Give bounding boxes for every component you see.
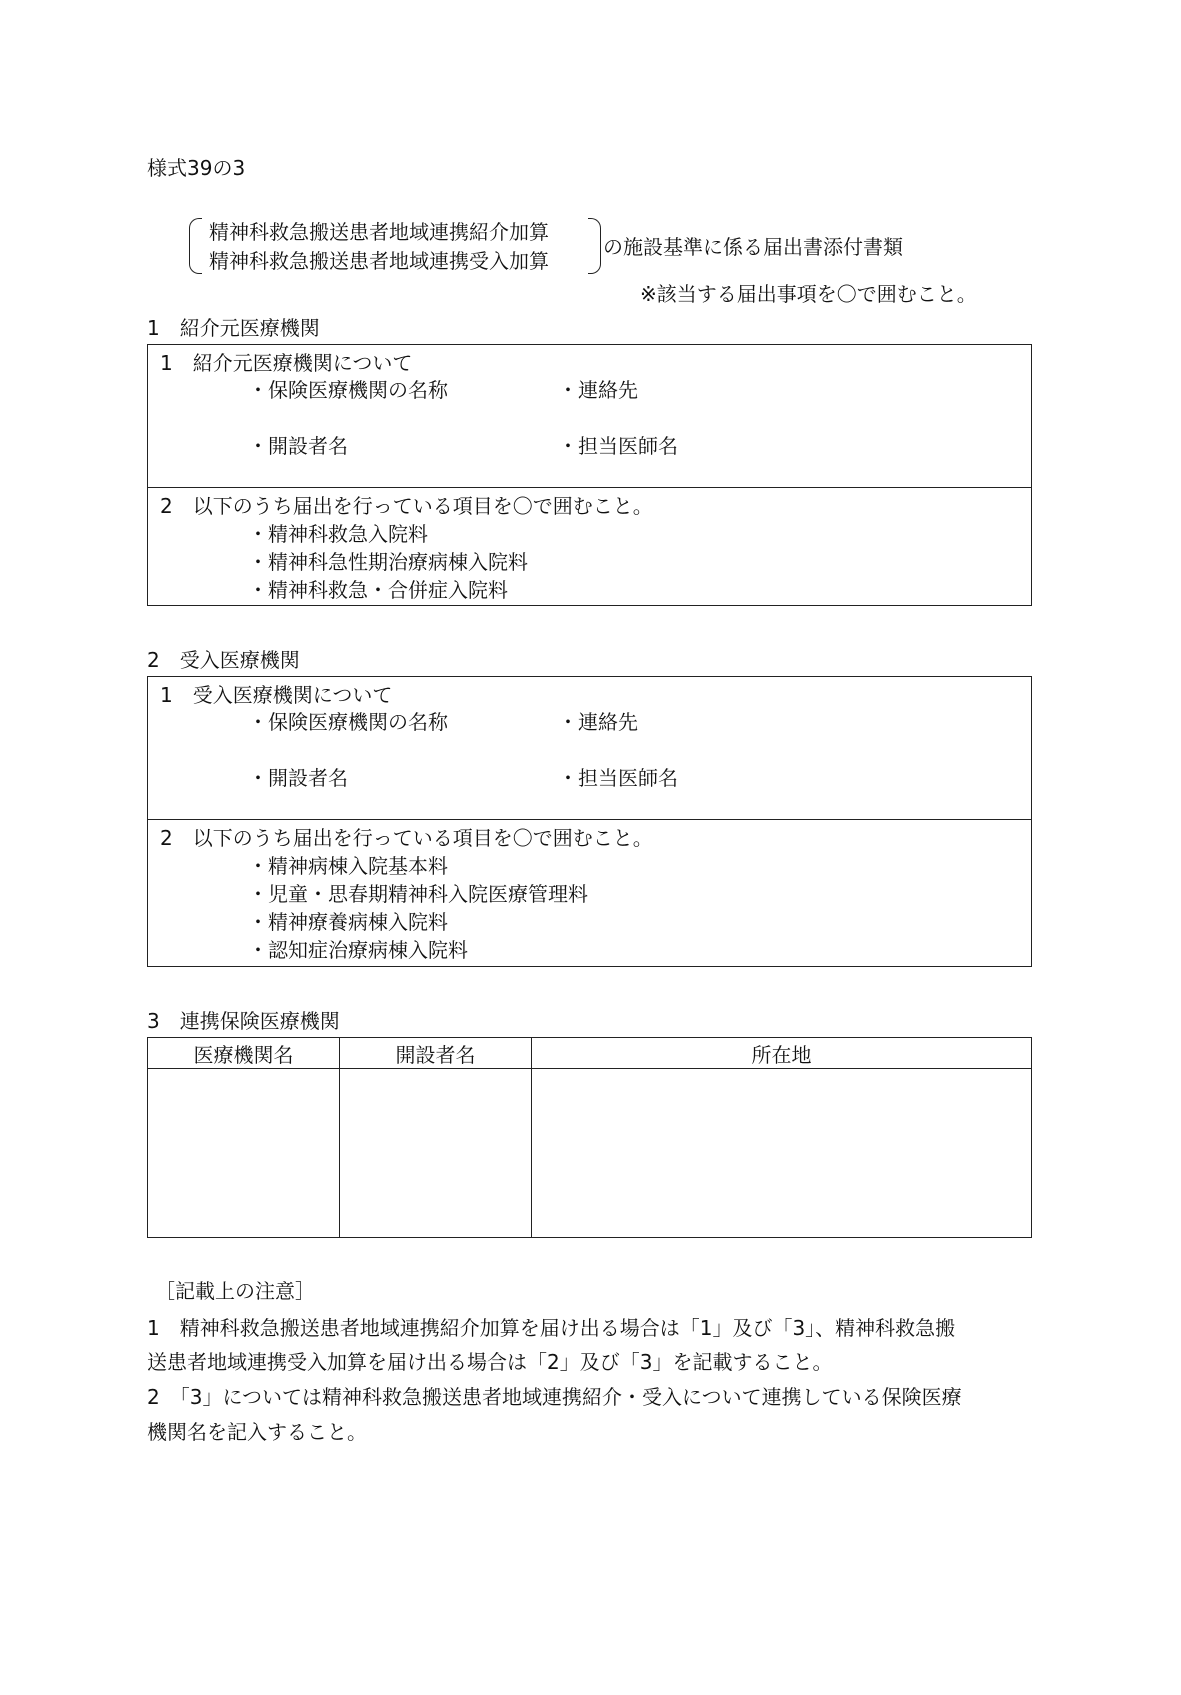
section1-item: ・精神科救急・合併症入院料: [248, 578, 508, 602]
section2-item: ・認知症治療病棟入院料: [248, 938, 468, 962]
section2-block2-heading: 2 以下のうち届出を行っている項目を〇で囲むこと。: [160, 826, 653, 850]
section2-title: 2 受入医療機関: [147, 648, 300, 672]
section2-field-contact: ・連絡先: [558, 710, 638, 734]
title-line-2: 精神科救急搬送患者地域連携受入加算: [209, 249, 549, 273]
section2-field-doctor: ・担当医師名: [558, 766, 678, 790]
section1-title: 1 紹介元医療機関: [147, 316, 320, 340]
cell-address[interactable]: [532, 1069, 1032, 1238]
section2-item: ・精神療養病棟入院料: [248, 910, 448, 934]
section2-field-founder: ・開設者名: [248, 766, 348, 790]
section1-field-name: ・保険医療機関の名称: [248, 378, 448, 402]
col-header-address: 所在地: [532, 1038, 1032, 1069]
title-line-1: 精神科救急搬送患者地域連携紹介加算: [209, 220, 549, 244]
instruction-note: ※該当する届出事項を〇で囲むこと。: [640, 282, 977, 306]
table-header-row: [148, 1038, 1032, 1069]
section1-block2-heading: 2 以下のうち届出を行っている項目を〇で囲むこと。: [160, 494, 653, 518]
form-number: 様式39の3: [147, 156, 246, 180]
section3-title: 3 連携保険医療機関: [147, 1009, 340, 1033]
left-bracket: [189, 218, 202, 274]
section2-block1-heading: 1 受入医療機関について: [160, 683, 393, 707]
cell-founder-name[interactable]: [340, 1069, 532, 1238]
table-row: [148, 1069, 1032, 1238]
section1-field-contact: ・連絡先: [558, 378, 638, 402]
section2-item: ・児童・思春期精神科入院医療管理料: [248, 882, 588, 906]
right-bracket: [588, 218, 601, 274]
remarks-item2-line1: 2 「3」については精神科救急搬送患者地域連携紹介・受入について連携している保険医療: [147, 1385, 962, 1409]
remarks-title: ［記載上の注意］: [155, 1279, 315, 1303]
remarks-item2-line2: 機関名を記入すること。: [147, 1420, 367, 1444]
section2-divider: [148, 819, 1031, 820]
section1-box: [147, 344, 1032, 606]
col-header-founder-name: 開設者名: [340, 1038, 532, 1069]
affiliated-institutions-table: [147, 1037, 1032, 1238]
section2-box: [147, 676, 1032, 967]
section1-field-founder: ・開設者名: [248, 434, 348, 458]
section1-field-doctor: ・担当医師名: [558, 434, 678, 458]
remarks-item1-line1: 1 精神科救急搬送患者地域連携紹介加算を届け出る場合は「1」及び「3」、精神科救急搬: [147, 1316, 956, 1340]
col-header-institution-name: 医療機関名: [148, 1038, 340, 1069]
remarks-item1-line2: 送患者地域連携受入加算を届け出る場合は「2」及び「3」を記載すること。: [147, 1350, 833, 1374]
title-suffix: の施設基準に係る届出書添付書類: [603, 235, 903, 259]
section1-item: ・精神科救急入院料: [248, 522, 428, 546]
section1-item: ・精神科急性期治療病棟入院料: [248, 550, 528, 574]
section1-divider: [148, 487, 1031, 488]
cell-institution-name[interactable]: [148, 1069, 340, 1238]
section1-block1-heading: 1 紹介元医療機関について: [160, 351, 413, 375]
section2-field-name: ・保険医療機関の名称: [248, 710, 448, 734]
section2-item: ・精神病棟入院基本料: [248, 854, 448, 878]
